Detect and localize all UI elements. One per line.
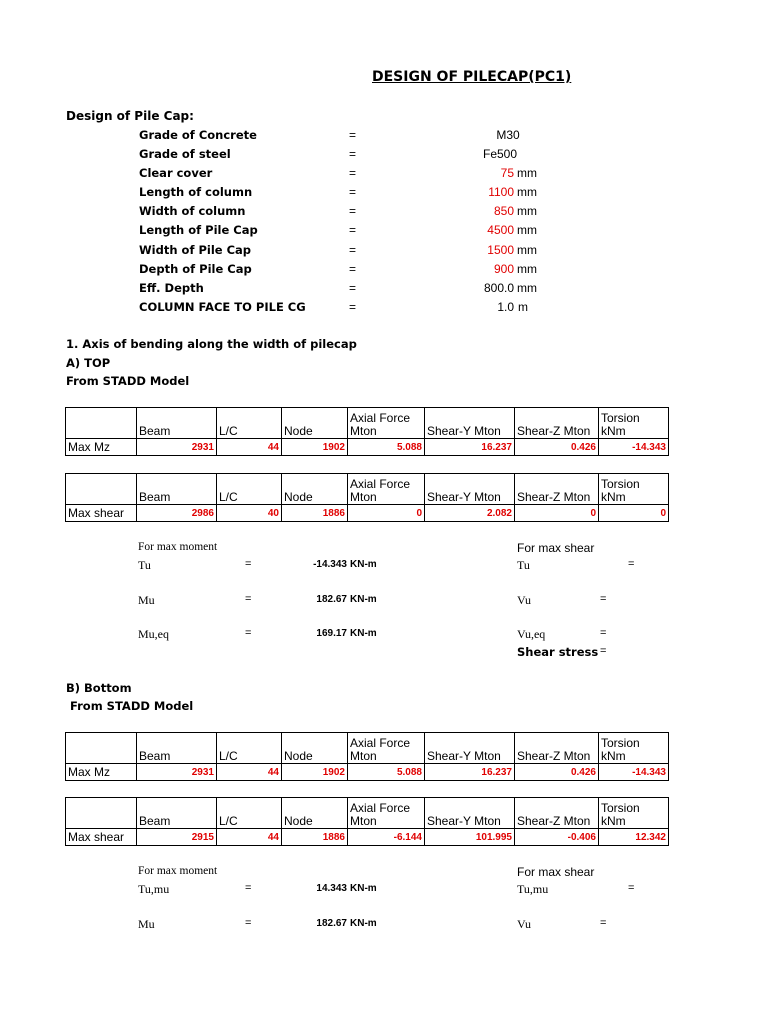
header-cell: Shear-Z Mton [515, 408, 599, 439]
header-cell: Node [282, 733, 348, 764]
calc-equals: = [245, 593, 252, 605]
param-equals: = [349, 128, 357, 142]
table-cell: 5.088 [348, 764, 425, 781]
table-cell: 1886 [282, 505, 348, 522]
max-shear-title: For max shear [517, 865, 595, 879]
param-equals: = [349, 185, 357, 199]
param-label: Length of Pile Cap [139, 223, 258, 237]
param-unit: m [518, 300, 528, 314]
table-header-row [66, 408, 669, 439]
calc-unit: KN-m [350, 628, 377, 639]
calc-equals: = [245, 917, 252, 929]
table-cell: 1902 [282, 764, 348, 781]
table-row [66, 829, 669, 846]
table-cell: 0 [348, 505, 425, 522]
header-cell [66, 408, 137, 439]
param-label: Width of Pile Cap [139, 243, 252, 257]
param-equals: = [349, 166, 357, 180]
header-cell: Torsion kNm [599, 798, 669, 829]
calc-label: Tu [138, 558, 151, 572]
param-value: 900 [493, 262, 514, 276]
table-cell: 101.995 [425, 829, 515, 846]
shear-calc-equals: = [600, 593, 607, 605]
shear-calc-equals: = [628, 558, 635, 570]
bottom-max-shear-table [65, 797, 669, 846]
shear-calc-label: Tu [517, 558, 530, 572]
param-value: 800.0 [483, 281, 514, 295]
table-row [66, 439, 669, 456]
top-max-shear-table [65, 473, 669, 522]
table-cell: 0 [515, 505, 599, 522]
param-label: Eff. Depth [139, 281, 204, 295]
table-cell: 2931 [137, 439, 217, 456]
param-unit: mm [517, 223, 537, 237]
top-model-label: From STADD Model [66, 374, 190, 388]
row-label: Max Mz [66, 439, 137, 456]
header-cell: Axial Force Mton [348, 798, 425, 829]
param-equals: = [349, 262, 357, 276]
table-cell: 2931 [137, 764, 217, 781]
table-cell: -0.406 [515, 829, 599, 846]
calc-equals: = [245, 627, 252, 639]
header-cell: Node [282, 474, 348, 505]
param-value: 1.0 [497, 300, 514, 314]
param-value: M30 [496, 128, 520, 142]
header-cell: Beam [137, 798, 217, 829]
param-unit: mm [517, 166, 537, 180]
table-cell: 0.426 [515, 764, 599, 781]
param-equals: = [349, 281, 357, 295]
table-cell: 2986 [137, 505, 217, 522]
header-cell: Torsion kNm [599, 474, 669, 505]
section-1-heading: 1. Axis of bending along the width of pilecap [66, 337, 357, 351]
header-cell [66, 474, 137, 505]
top-heading: A) TOP [66, 356, 111, 370]
header-cell: L/C [217, 733, 282, 764]
header-cell: L/C [217, 408, 282, 439]
shear-calc-label: Vu [517, 593, 531, 607]
row-label: Max shear [66, 829, 137, 846]
param-unit: mm [517, 262, 537, 276]
header-cell: Shear-Y Mton [425, 474, 515, 505]
table-cell: 44 [217, 829, 282, 846]
header-cell: Torsion kNm [599, 408, 669, 439]
section-heading: Design of Pile Cap: [66, 109, 194, 123]
param-label: Depth of Pile Cap [139, 262, 252, 276]
param-unit: mm [517, 204, 537, 218]
max-moment-title: For max moment [138, 541, 218, 553]
param-value: 850 [493, 204, 514, 218]
calc-value: 14.343 [316, 883, 347, 894]
table-cell: 44 [217, 764, 282, 781]
max-shear-title: For max shear [517, 541, 595, 555]
param-value: 4500 [487, 223, 514, 237]
bottom-model-label: From STADD Model [70, 699, 194, 713]
table-cell: -14.343 [599, 439, 669, 456]
param-unit: mm [517, 185, 537, 199]
header-cell [66, 733, 137, 764]
table-cell: 2.082 [425, 505, 515, 522]
shear-calc-label: Tu,mu [517, 882, 549, 896]
calc-value: 182.67 [316, 594, 347, 605]
top-max-mz-table [65, 407, 669, 456]
shear-calc-label: Vu,eq [517, 627, 546, 641]
table-cell: 2915 [137, 829, 217, 846]
header-cell: Shear-Z Mton [515, 733, 599, 764]
param-equals: = [349, 243, 357, 257]
calc-label: Mu [138, 593, 155, 607]
calc-label: Mu [138, 917, 155, 931]
header-cell: Shear-Y Mton [425, 798, 515, 829]
param-label: Width of column [139, 204, 246, 218]
param-label: COLUMN FACE TO PILE CG [139, 300, 306, 314]
bottom-max-mz-table [65, 732, 669, 781]
header-cell: Axial Force Mton [348, 408, 425, 439]
calc-label: Tu,mu [138, 882, 170, 896]
header-cell: Torsion kNm [599, 733, 669, 764]
shear-calc-equals: = [600, 627, 607, 639]
param-unit: mm [517, 243, 537, 257]
header-cell: Beam [137, 733, 217, 764]
table-header-row [66, 474, 669, 505]
calc-unit: KN-m [350, 918, 377, 929]
table-cell: -6.144 [348, 829, 425, 846]
table-cell: 44 [217, 439, 282, 456]
table-header-row [66, 798, 669, 829]
table-cell: 0.426 [515, 439, 599, 456]
table-cell: 5.088 [348, 439, 425, 456]
header-cell: Beam [137, 408, 217, 439]
header-cell: Shear-Y Mton [425, 733, 515, 764]
header-cell: L/C [217, 474, 282, 505]
table-cell: 40 [217, 505, 282, 522]
table-cell: 12.342 [599, 829, 669, 846]
calc-equals: = [245, 882, 252, 894]
shear-calc-equals: = [600, 917, 607, 929]
table-cell: 0 [599, 505, 669, 522]
param-label: Length of column [139, 185, 253, 199]
param-unit: mm [517, 281, 537, 295]
param-label: Grade of steel [139, 147, 231, 161]
param-equals: = [349, 147, 357, 161]
calc-value: -14.343 [313, 559, 347, 570]
row-label: Max Mz [66, 764, 137, 781]
table-cell: 16.237 [425, 439, 515, 456]
calc-value: 182.67 [316, 918, 347, 929]
bottom-heading: B) Bottom [66, 681, 132, 695]
header-cell: Node [282, 798, 348, 829]
page-title: DESIGN OF PILECAP(PC1) [372, 69, 572, 85]
param-label: Clear cover [139, 166, 213, 180]
header-cell: Shear-Z Mton [515, 798, 599, 829]
table-row [66, 764, 669, 781]
calc-equals: = [245, 558, 252, 570]
header-cell: Axial Force Mton [348, 733, 425, 764]
calc-value: 169.17 [316, 628, 347, 639]
table-header-row [66, 733, 669, 764]
table-cell: 1886 [282, 829, 348, 846]
calc-unit: KN-m [350, 559, 377, 570]
param-value: 75 [500, 166, 514, 180]
header-cell: Shear-Z Mton [515, 474, 599, 505]
param-label: Grade of Concrete [139, 128, 257, 142]
param-equals: = [349, 204, 357, 218]
table-cell: 1902 [282, 439, 348, 456]
row-label: Max shear [66, 505, 137, 522]
shear-stress-label: Shear stress [517, 645, 599, 659]
param-value: 1500 [487, 243, 514, 257]
param-equals: = [349, 223, 357, 237]
header-cell: Node [282, 408, 348, 439]
max-moment-title: For max moment [138, 865, 218, 877]
param-value: 1100 [488, 185, 514, 199]
header-cell [66, 798, 137, 829]
header-cell: Axial Force Mton [348, 474, 425, 505]
param-value: Fe500 [482, 147, 518, 161]
calc-label: Mu,eq [138, 627, 169, 641]
table-cell: 16.237 [425, 764, 515, 781]
shear-calc-label: Vu [517, 917, 531, 931]
calc-unit: KN-m [350, 594, 377, 605]
table-row [66, 505, 669, 522]
calc-unit: KN-m [350, 883, 377, 894]
shear-stress-equals: = [600, 645, 607, 657]
header-cell: L/C [217, 798, 282, 829]
header-cell: Beam [137, 474, 217, 505]
table-cell: -14.343 [599, 764, 669, 781]
shear-calc-equals: = [628, 882, 635, 894]
header-cell: Shear-Y Mton [425, 408, 515, 439]
param-equals: = [349, 300, 357, 314]
